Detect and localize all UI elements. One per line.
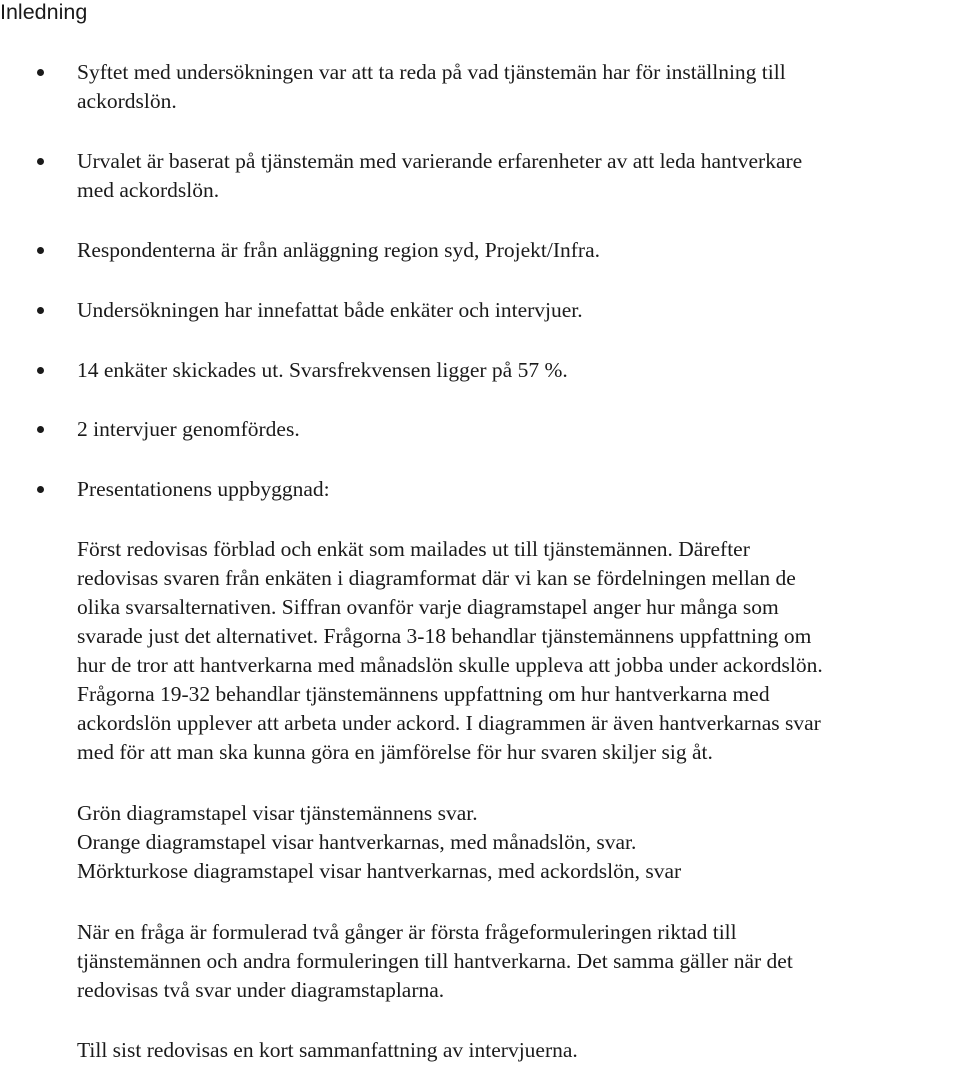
bullet-dot-icon	[37, 158, 44, 165]
bullet-text-line: 14 enkäter skickades ut. Svarsfrekvensen ligger på 57 %.	[77, 358, 568, 382]
page-title: Inledning	[0, 0, 88, 24]
bullet-text-line: Urvalet är baserat på tjänstemän med varierande erfarenheter av att leda hantverkare	[77, 149, 803, 173]
bullet-text-line: 2 intervjuer genomfördes.	[77, 417, 300, 441]
bullet-text-line: med ackordslön.	[77, 178, 220, 202]
paragraph-line: svarade just det alternativet. Frågorna 3-18 behandlar tjänstemännens uppfattning om	[77, 624, 812, 648]
paragraph-line: hur de tror att hantverkarna med månadslön skulle uppleva att jobba under ackordslön.	[77, 653, 823, 677]
bullet-text-line: ackordslön.	[77, 89, 177, 113]
paragraph-line: Frågorna 19-32 behandlar tjänstemännens uppfattning om hur hantverkarna med	[77, 682, 770, 706]
paragraph-line: tjänstemännen och andra formuleringen till hantverkarna. Det samma gäller när det	[77, 949, 793, 973]
bullet-text-line: Undersökningen har innefattat både enkäter och intervjuer.	[77, 298, 583, 322]
paragraph-line: redovisas två svar under diagramstaplarna.	[77, 978, 445, 1002]
bullet-dot-icon	[37, 69, 44, 76]
paragraph-line: Till sist redovisas en kort sammanfattning av intervjuerna.	[77, 1038, 578, 1062]
paragraph-presentation-structure	[77, 535, 960, 767]
paragraph-line: Först redovisas förblad och enkät som mailades ut till tjänstemännen. Därefter	[77, 537, 750, 561]
paragraph-color-legend	[77, 799, 960, 886]
bullet-dot-icon	[37, 307, 44, 314]
legend-line-orange: Orange diagramstapel visar hantverkarnas, med månadslön, svar.	[77, 830, 637, 854]
paragraph-line: med för att man ska kunna göra en jämförelse för hur svaren skiljer sig åt.	[77, 740, 713, 764]
paragraph-line: ackordslön upplever att arbeta under ackord. I diagrammen är även hantverkarnas svar	[77, 711, 821, 735]
bullet-text-line: Presentationens uppbyggnad:	[77, 477, 330, 501]
bullet-dot-icon	[37, 367, 44, 374]
paragraph-question-note	[77, 918, 960, 1005]
paragraph-line: redovisas svaren från enkäten i diagramformat där vi kan se fördelningen mellan de	[77, 566, 796, 590]
bullet-dot-icon	[37, 486, 44, 493]
paragraph-line: olika svarsalternativen. Siffran ovanför varje diagramstapel anger hur många som	[77, 595, 779, 619]
bullet-text-line: Respondenterna är från anläggning region syd, Projekt/Infra.	[77, 238, 601, 262]
bullet-dot-icon	[37, 426, 44, 433]
bullet-text-line: Syftet med undersökningen var att ta reda på vad tjänstemän har för inställning till	[77, 60, 786, 84]
paragraph-line: När en fråga är formulerad två gånger är första frågeformuleringen riktad till	[77, 920, 737, 944]
paragraph-summary-note	[77, 1036, 960, 1065]
legend-line-darkturquoise: Mörkturkose diagramstapel visar hantverkarnas, med ackordslön, svar	[77, 859, 682, 883]
bullet-dot-icon	[37, 247, 44, 254]
legend-line-green: Grön diagramstapel visar tjänstemännens svar.	[77, 801, 478, 825]
